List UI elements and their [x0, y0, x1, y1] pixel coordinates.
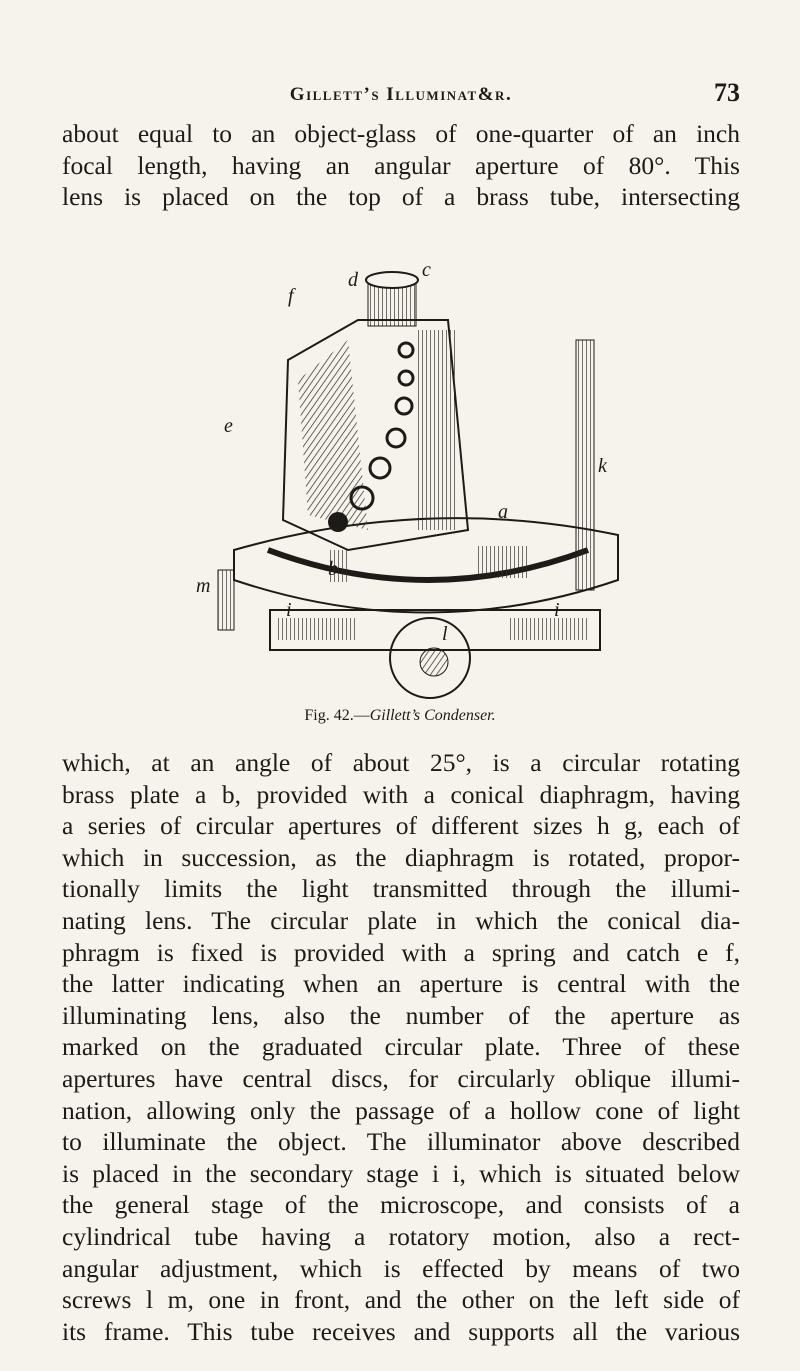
- figure-label: f: [288, 285, 294, 307]
- figure-label: c: [422, 259, 431, 281]
- page-number: 73: [714, 78, 740, 107]
- plate-shading: [298, 340, 368, 530]
- text-line: phragm is fixed is provided with a spring and catch e f,: [62, 937, 740, 967]
- aperture: [387, 429, 405, 447]
- stage-hatch: [278, 618, 358, 640]
- text-line: illuminating lens, also the number of the aperture as: [62, 1000, 740, 1030]
- paragraph-bottom: [62, 747, 740, 1347]
- side-screw: [218, 570, 234, 630]
- text-line: the general stage of the microscope, and consists of a: [62, 1190, 740, 1220]
- aperture: [370, 458, 390, 478]
- figure-label: i: [286, 599, 292, 621]
- text-line: lens is placed on the top of a brass tube, intersecting: [62, 182, 740, 212]
- running-head: [62, 78, 740, 114]
- text-line: angular adjustment, which is effected by means of two: [62, 1253, 740, 1283]
- ring-edge: [268, 550, 588, 580]
- aperture: [399, 343, 413, 357]
- text-line: its frame. This tube receives and supports all the various: [62, 1316, 740, 1346]
- text-line: marked on the graduated circular plate. Three of these: [62, 1032, 740, 1062]
- text-line: to illuminate the object. The illuminator above described: [62, 1127, 740, 1157]
- paragraph-top: [62, 118, 740, 213]
- text-line: which in succession, as the diaphragm is rotated, propor-: [62, 842, 740, 872]
- figure-label: b: [328, 558, 338, 580]
- text-line: nating lens. The circular plate in which the conical dia-: [62, 905, 740, 935]
- text-line: is placed in the secondary stage i i, which is situated below: [62, 1158, 740, 1188]
- condenser-illustration: [178, 250, 638, 710]
- text-line: screws l m, one in front, and the other on the left side of: [62, 1285, 740, 1315]
- lens-top: [366, 272, 418, 288]
- figure-label: l: [442, 623, 448, 645]
- text-line: tionally limits the light transmitted through the illumi-: [62, 874, 740, 904]
- figure-label: m: [196, 575, 211, 597]
- text-line: about equal to an object-glass of one-quarter of an inch: [62, 119, 740, 148]
- aperture: [396, 398, 412, 414]
- text-line: nation, allowing only the passage of a hollow cone of light: [62, 1095, 740, 1125]
- figure-label: d: [348, 269, 358, 291]
- figure-label: e: [224, 415, 233, 437]
- text-line: which, at an angle of about 25°, is a circular rotating: [62, 748, 740, 777]
- text-line: cylindrical tube having a rotatory motion, also a rect-: [62, 1221, 740, 1251]
- ring-hatch: [478, 546, 528, 578]
- aperture-disc: [328, 512, 348, 532]
- caption-title: Gillett’s Condenser.: [369, 707, 496, 724]
- figure-label: k: [598, 455, 607, 477]
- text-line: the latter indicating when an aperture is central with the: [62, 969, 740, 999]
- condenser-engraving: [178, 250, 638, 710]
- text-line: a series of circular apertures of different sizes h g, each of: [62, 811, 740, 841]
- figure-label: a: [498, 501, 508, 523]
- brass-ring: [234, 518, 618, 612]
- text-line: brass plate a b, provided with a conical diaphragm, having: [62, 779, 740, 809]
- stage-hatch: [508, 618, 588, 640]
- aperture: [399, 371, 413, 385]
- figure-label: i: [554, 599, 560, 621]
- text-line: focal length, having an angular aperture of 80°. This: [62, 150, 740, 180]
- plate-edge: [418, 330, 458, 530]
- figure-caption: [0, 707, 800, 725]
- running-title: Gillett’s Illuminat&r.: [289, 84, 513, 105]
- caption-prefix: Fig. 42.—: [304, 707, 370, 724]
- text-line: apertures have central discs, for circularly oblique illumi-: [62, 1063, 740, 1093]
- screw-head: [420, 648, 448, 676]
- spring-post: [576, 340, 594, 590]
